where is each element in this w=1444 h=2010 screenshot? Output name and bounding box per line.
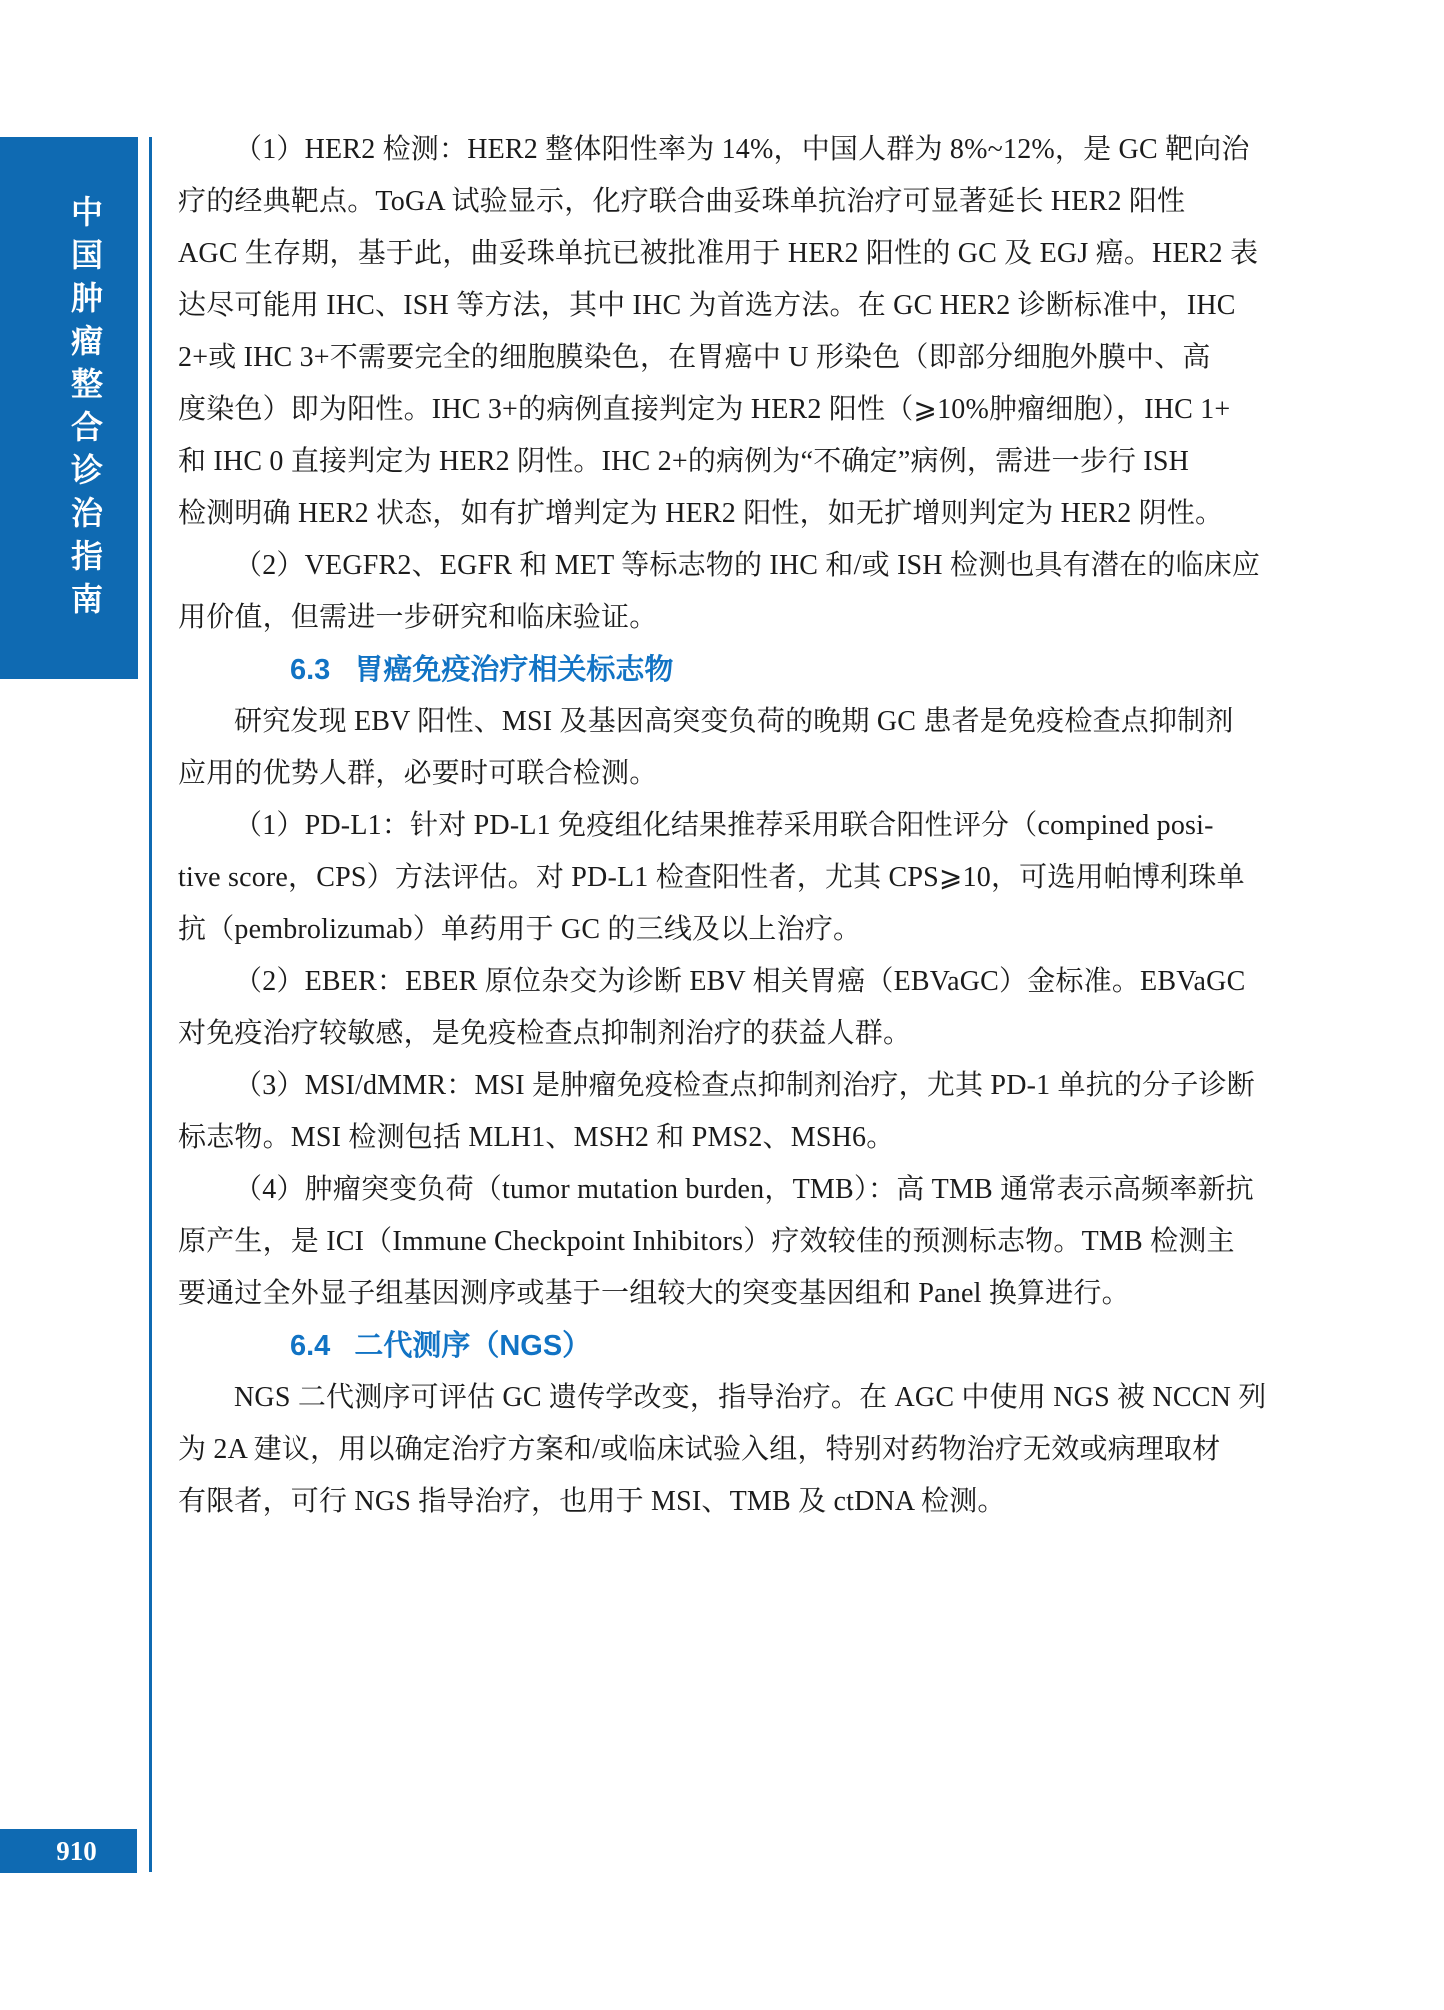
page-number-badge: 910	[0, 1829, 137, 1873]
body-line: 抗（pembrolizumab）单药用于 GC 的三线及以上治疗。	[178, 914, 862, 945]
body-line: （4）肿瘤突变负荷（tumor mutation burden，TMB）：高 TMB 通常表示高频率新抗	[234, 1174, 1254, 1205]
body-line: 为 2A 建议，用以确定治疗方案和/或临床试验入组，特别对药物治疗无效或病理取材	[178, 1434, 1221, 1465]
body-line: 2+或 IHC 3+不需要完全的细胞膜染色，在胃癌中 U 形染色（即部分细胞外膜中、高	[178, 342, 1211, 373]
body-line: 应用的优势人群，必要时可联合检测。	[178, 758, 658, 789]
sidebar-spine	[0, 137, 138, 679]
section-number: 6.4	[290, 1330, 331, 1362]
body-line: 达尽可能用 IHC、ISH 等方法，其中 IHC 为首选方法。在 GC HER2 诊断标准中，IHC	[178, 290, 1236, 321]
body-line: 疗的经典靶点。ToGA 试验显示，化疗联合曲妥珠单抗治疗可显著延长 HER2 阳性	[178, 186, 1186, 217]
body-line: （2）EBER：EBER 原位杂交为诊断 EBV 相关胃癌（EBVaGC）金标准。EBVaGC	[234, 966, 1246, 997]
section-title: 二代测序（NGS）	[354, 1330, 592, 1362]
section-number: 6.3	[290, 654, 331, 686]
body-line: 有限者，可行 NGS 指导治疗，也用于 MSI、TMB 及 ctDNA 检测。	[178, 1486, 1006, 1517]
body-line: 用价值，但需进一步研究和临床验证。	[178, 602, 658, 633]
section-heading-6-3	[290, 644, 1278, 696]
body-line: 对免疫治疗较敏感，是免疫检查点抑制剂治疗的获益人群。	[178, 1018, 912, 1049]
body-line: 原产生，是 ICI（Immune Checkpoint Inhibitors）疗效较佳的预测标志物。TMB 检测主	[178, 1226, 1235, 1257]
body-line: 度染色）即为阳性。IHC 3+的病例直接判定为 HER2 阳性（⩾10%肿瘤细胞），IHC 1+	[178, 394, 1231, 425]
body-line: （1）HER2 检测：HER2 整体阳性率为 14%，中国人群为 8%~12%，是 GC 靶向治	[234, 134, 1250, 165]
body-line: （1）PD-L1：针对 PD-L1 免疫组化结果推荐采用联合阳性评分（compined posi-	[234, 810, 1214, 841]
book-title-vertical: 中国肿瘤整合诊治指南	[67, 195, 103, 625]
vertical-divider	[149, 137, 152, 1872]
body-line: 检测明确 HER2 状态，如有扩增判定为 HER2 阳性，如无扩增则判定为 HER2 阴性。	[178, 498, 1224, 529]
body-line: NGS 二代测序可评估 GC 遗传学改变，指导治疗。在 AGC 中使用 NGS 被 NCCN 列	[234, 1382, 1267, 1413]
body-line: 标志物。MSI 检测包括 MLH1、MSH2 和 PMS2、MSH6。	[178, 1122, 895, 1153]
body-line: 和 IHC 0 直接判定为 HER2 阴性。IHC 2+的病例为“不确定”病例，需进一步行 ISH	[178, 446, 1190, 477]
body-line: AGC 生存期，基于此，曲妥珠单抗已被批准用于 HER2 阳性的 GC 及 EGJ 癌。HER2 表	[178, 238, 1259, 269]
body-line: （3）MSI/dMMR：MSI 是肿瘤免疫检查点抑制剂治疗，尤其 PD-1 单抗的分子诊断	[234, 1070, 1255, 1101]
body-line: tive score，CPS）方法评估。对 PD-L1 检查阳性者，尤其 CPS⩾10，可选用帕博利珠单	[178, 862, 1245, 893]
body-line: （2）VEGFR2、EGFR 和 MET 等标志物的 IHC 和/或 ISH 检测也具有潜在的临床应	[234, 550, 1261, 581]
body-text-column	[178, 124, 1278, 1528]
section-heading-6-4	[290, 1320, 1278, 1372]
body-line: 研究发现 EBV 阳性、MSI 及基因高突变负荷的晚期 GC 患者是免疫检查点抑制剂	[234, 706, 1234, 737]
body-line: 要通过全外显子组基因测序或基于一组较大的突变基因组和 Panel 换算进行。	[178, 1278, 1130, 1309]
section-title: 胃癌免疫治疗相关标志物	[354, 654, 674, 686]
